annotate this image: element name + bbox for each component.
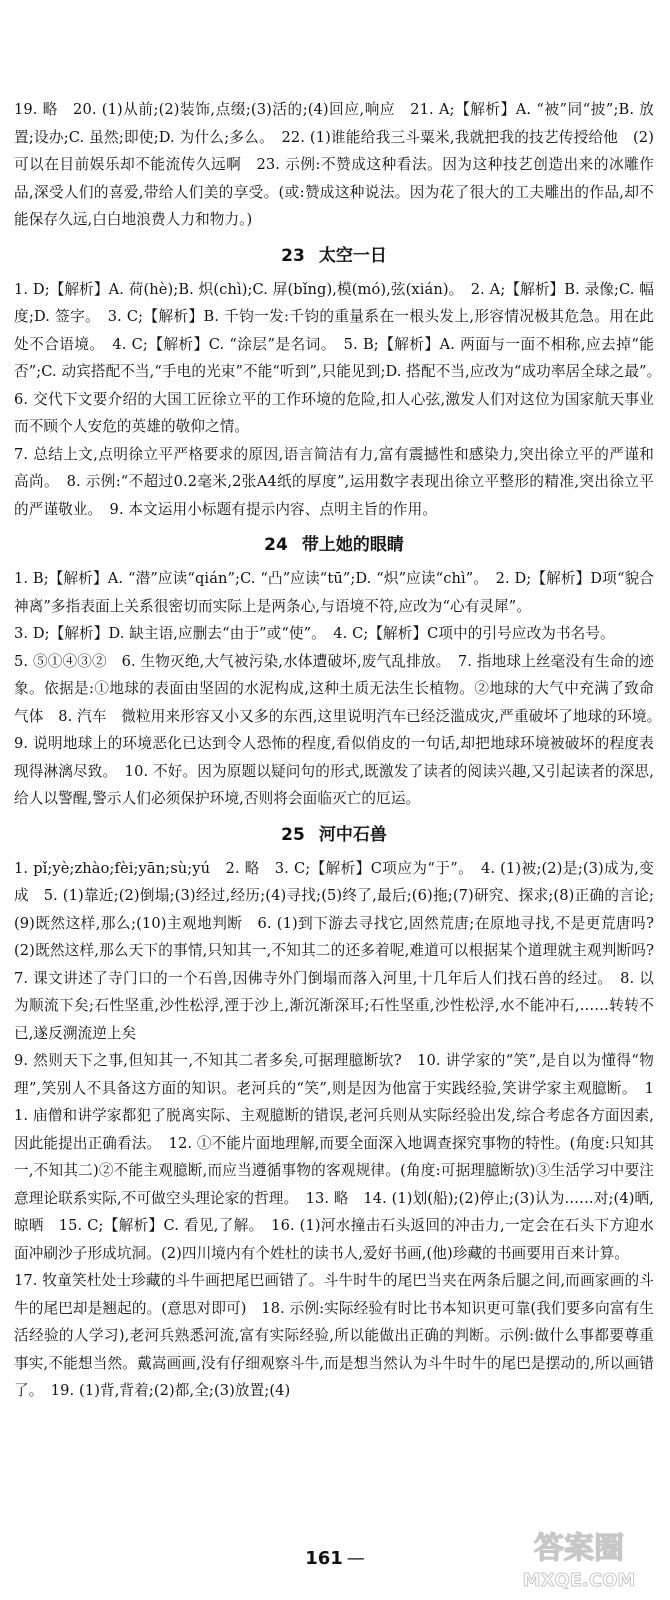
section-24-answers-3: 5. ⑤①④③② 6. 生物灭绝,大气被污染,水体遭破坏,废气乱排放。 7. 指地球上丝毫没有生命的迹象。依据是:①地球的表面由坚固的水泥构成,这种土质无法生长植物。②地球的大气中充满了致命气体 8. 汽车 微粒用来形容又小又多的东西,这里说明汽车已经泛滥成灾,严重破坏了地球的环境。 9. 说明地球上的环境恶化已达到令人恐怖的程度,看似俏皮的一句话,却把地球环境被破坏的程度表现得淋漓尽致。 10. 不好。因为原题以疑问句的形式,既激发了读者的阅读兴趣,又引起读者的深思,给人以警醒,警示人们必须保护环境,否则将会面临灭亡的厄运。 xyxy=(14,652,669,807)
section-23-answers-2: 7. 总结上文,点明徐立平严格要求的原因,语言简洁有力,富有震撼性和感染力,突出徐立平的严谨和高尚。 8. 示例:“不超过0.2毫米,2张A4纸的厚度”,运用数字表现出徐立平整形的精准,突出徐立平的严谨敬业。 9. 本文运用小标题有提示内容、点明主旨的作用。 xyxy=(14,445,654,518)
section-title: 河中石兽 xyxy=(318,824,387,845)
section-title: 太空一日 xyxy=(318,245,387,266)
section-title: 带上她的眼睛 xyxy=(301,535,404,555)
watermark-logo xyxy=(494,1520,664,1596)
section-25-answers-3: 17. 牧童笑杜处士珍藏的斗牛画把尾巴画错了。斗牛时牛的尾巴当夹在两条后腿之间,而画家画的斗牛的尾巴却是翘起的。(意思对即可) 18. 示例:实际经验有时比书本知识更可靠(我们要多向富有生活经验的人学习),老河兵熟悉河流,富有实际经验,所以能做出正确的判断。示例:做什么事都要尊重事实,不能想当然。戴嵩画画,没有仔细观察斗牛,而是想当然认为斗牛时牛的尾巴是摆动的,所以画错了。 19. (1)背,背着;(2)都,全;(3)放置;(4) xyxy=(14,1272,654,1399)
answers-22-continued: 19. 略 20. (1)从前;(2)装饰,点缀;(3)活的;(4)回应,响应 21. A;【解析】A. “被”同“披”;B. 放置;设办;C. 虽然;即使;D. 为什么;多么。 22. (1)谁能给我三斗粟米,我就把我的技艺传授给他 (2)可以在目前娱乐却不能流传久远啊 23. 示例:不赞成这种看法。因为这种技艺创造出来的冰雕作品,深受人们的喜爱,带给人们美的享受。(或:赞成这种说法。因为花了很大的工夫雕出的作品,却不能保存久远,白白地浪费人力和物力。) xyxy=(14,101,654,228)
svg-text:MXQE.COM: MXQE.COM xyxy=(522,1570,636,1591)
section-24-answers-1: 1. B;【解析】A. “潜”应读“qián”;C. “凸”应读“tū”;D. “炽”应读“chì”。 2. D;【解析】D项“貌合神离”多指表面上关系很密切而实际上是两条心,与语境不符,应改为“心有灵犀”。 xyxy=(14,570,654,615)
section-heading-24 xyxy=(14,527,654,563)
section-number: 23 xyxy=(281,245,305,266)
section-number: 24 xyxy=(264,535,288,555)
answer-page xyxy=(14,96,669,1405)
section-25-answers-2: 9. 然则天下之事,但知其一,不知其二者多矣,可据理臆断欤? 10. 讲学家的“笑”,是自以为懂得“物理”,笑别人不具备这方面的知识。老河兵的“笑”,则是因为他富于实践经验,笑讲学家主观臆断。 11. 庙僧和讲学家都犯了脱离实际、主观臆断的错误,老河兵则从实际经验出发,综合考虑各方面因素,因此能提出正确看法。 12. ①不能片面地理解,而要全面深入地调查探究事物的特性。(角度:只知其一,不知其二)②不能主观臆断,而应当遵循事物的客观规律。(角度:可据理臆断欤)③生活学习中要注意理论联系实际,不可做空头理论家的哲理。 13. 略 14. (1)划(船);(2)停止;(3)认为……对;(4)晒,晾晒 15. C;【解析】C. 看见,了解。 16. (1)河水撞击石头返回的冲击力,一定会在石头下方迎水面冲刷沙子形成坑洞。(2)四川境内有个姓杜的读书人,爱好书画,(他)珍藏的书画要用百来计算。 xyxy=(14,1052,654,1262)
section-25-answers-1: 1. pǐ;yè;zhào;fèi;yān;sù;yú 2. 略 3. C;【解析】C项应为“于”。 4. (1)被;(2)是;(3)成为,变成 5. (1)靠近;(2)倒塌;(3)经过,经历;(4)寻找;(5)终了,最后;(6)拖;(7)研究、探求;(8)正确的言论;(9)既然这样,那么;(10)主观地判断 6. (1)到下游去寻找它,固然荒唐;在原地寻找,不是更荒唐吗?(2)既然这样,那么天下的事情,只知其一,不知其二的还多着呢,难道可以根据某个道理就主观判断吗? 7. 课文讲述了寺门口的一个石兽,因佛寺外门倒塌而落入河里,十几年后人们找石兽的经过。 8. 以为顺流下矣;石性坚重,沙性松浮,湮于沙上,渐沉渐深耳;石性坚重,沙性松浮,水不能冲石,……转转不已,遂反溯流逆上矣 xyxy=(14,859,669,1042)
section-heading-23 xyxy=(14,238,654,274)
section-24-answers-2: 3. D;【解析】D. 缺主语,应删去“由于”或“使”。 4. C;【解析】C项中的引号应改为书名号。 xyxy=(14,625,615,642)
section-heading-25 xyxy=(14,817,654,853)
section-number: 25 xyxy=(281,824,305,845)
svg-text:答案圈: 答案圈 xyxy=(534,1531,624,1566)
section-23-answers-1: 1. D;【解析】A. 荷(hè);B. 炽(chì);C. 屏(bǐng),模(mó),弦(xián)。 2. A;【解析】B. 录像;C. 幅度;D. 签字。 3. C;【解析】B. 千钧一发:千钧的重量系在一根头发上,形容情况极其危急。用在此处不合语境。 4. C;【解析】C. “涂层”是名词。 5. B;【解析】A. 两面与一面不相称,应去掉“能否”;C. 动宾搭配不当,“手电的光束”不能“听到”,只能见到;D. 搭配不当,应改为“成功率居全球之最”。 6. 交代下文要介绍的大国工匠徐立平的工作环境的危险,扣人心弦,激发人们对这位为国家航天事业而不顾个人安危的英雄的敬仰之情。 xyxy=(14,280,669,435)
page-number: 161 xyxy=(305,1548,343,1569)
footer-dash: — xyxy=(346,1548,365,1569)
